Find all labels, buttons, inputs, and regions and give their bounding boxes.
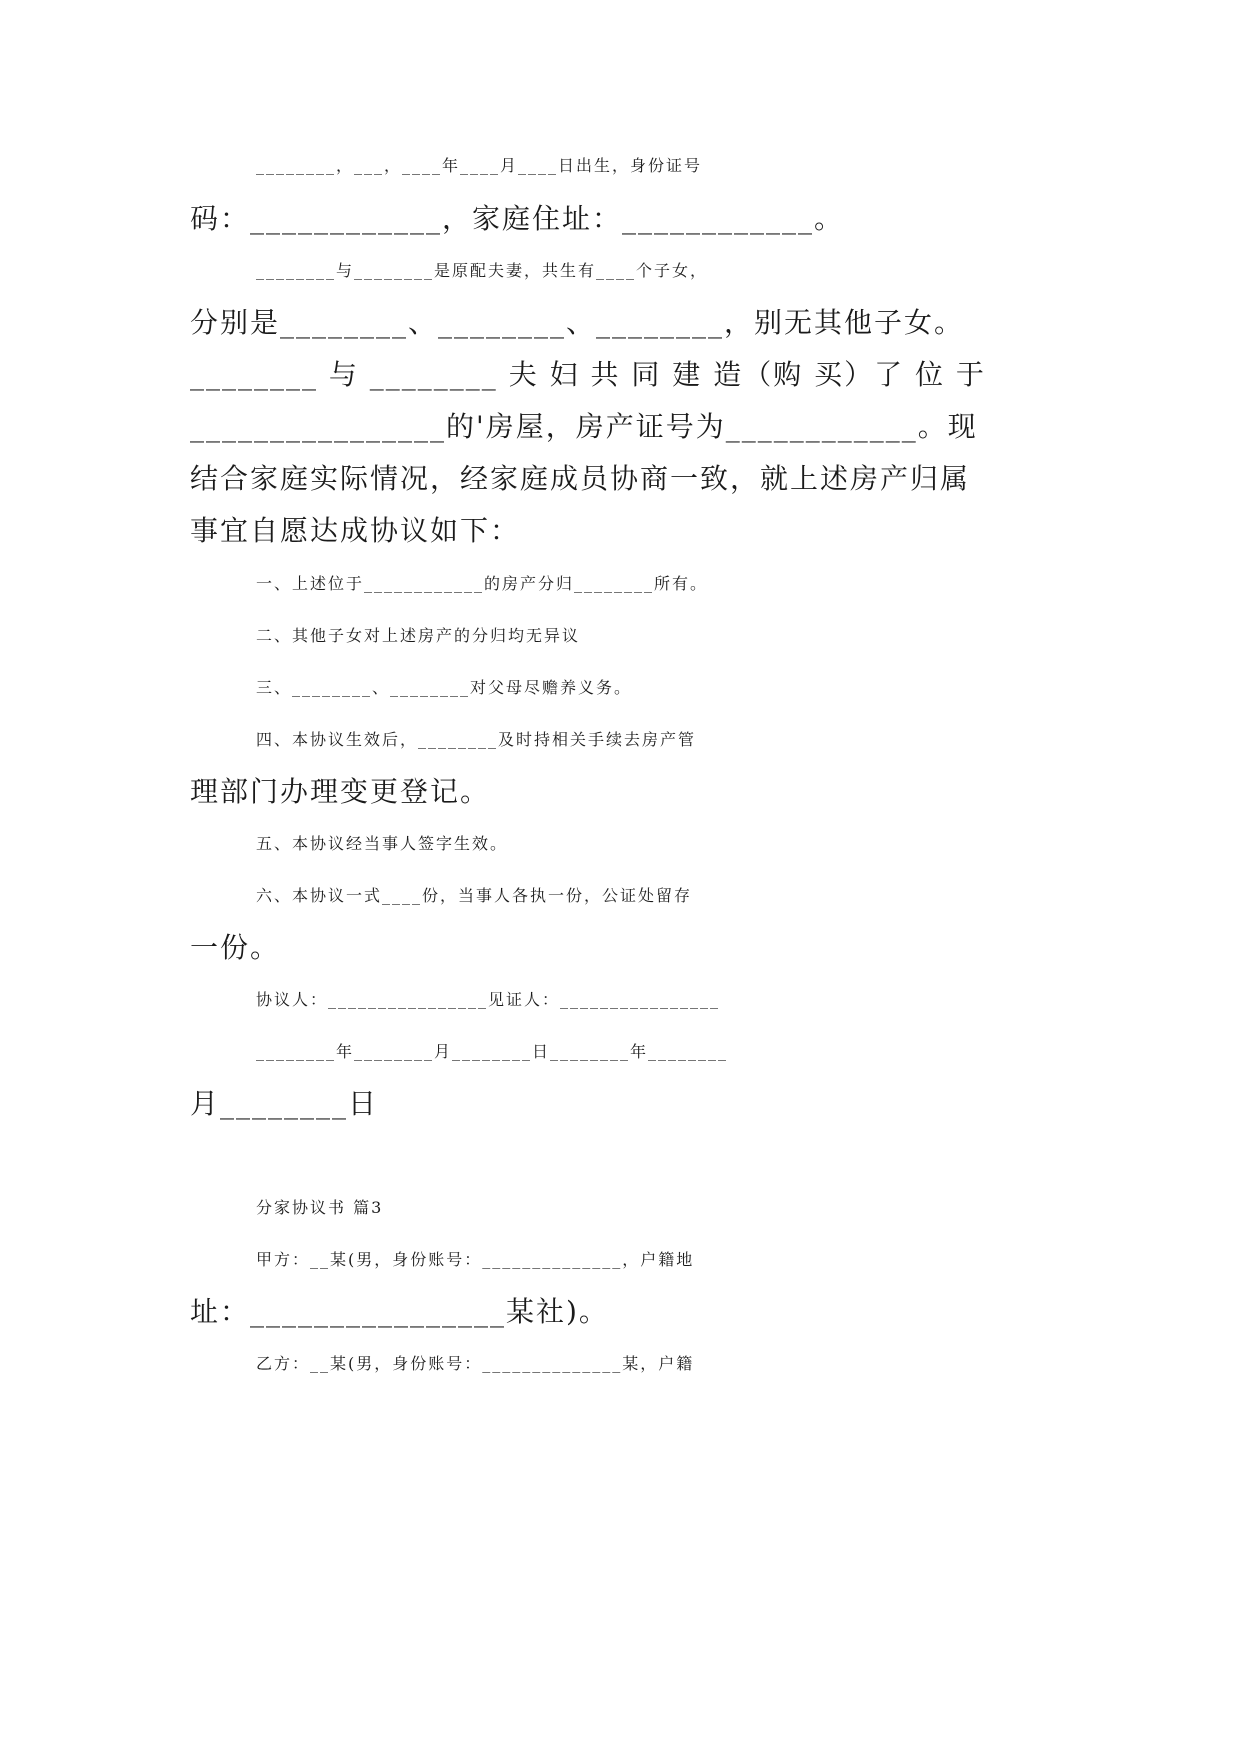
clause-2: 二、其他子女对上述房产的分归均无异议 — [256, 626, 581, 645]
clause-4: 四、本协议生效后，________及时持相关手续去房产管 — [256, 730, 697, 749]
date-line: ________年________月________日________年________ — [256, 1042, 729, 1061]
text-line: 一份。 — [190, 931, 281, 964]
text-line: 结合家庭实际情况，经家庭成员协商一致，就上述房产归属 — [190, 462, 971, 495]
text-line: 码：____________，家庭住址：____________。 — [190, 202, 845, 235]
text-line: 事宜自愿达成协议如下： — [190, 514, 521, 547]
clause-3: 三、________、________对父母尽赡养义务。 — [256, 678, 633, 697]
signature-line: 协议人：________________见证人：________________ — [256, 990, 721, 1009]
text-line: ________，___，____年____月____日出生，身份证号 — [256, 156, 703, 175]
party-a-line: 甲方：__某(男，身份账号：______________，户籍地 — [256, 1250, 695, 1269]
text-line: 址：________________某社)。 — [190, 1295, 609, 1328]
text-line: ________________的'房屋，房产证号为____________。现 — [190, 410, 978, 443]
party-b-line: 乙方：__某(男，身份账号：______________某，户籍 — [256, 1354, 695, 1373]
clause-5: 五、本协议经当事人签字生效。 — [256, 834, 509, 853]
text-line: 分别是________、________、________，别无其他子女。 — [190, 306, 965, 339]
date-line-end: 月________日 — [190, 1087, 379, 1120]
text-line: ________与________是原配夫妻，共生有____个子女， — [256, 261, 709, 280]
text-line: 理部门办理变更登记。 — [190, 775, 491, 808]
clause-6: 六、本协议一式____份，当事人各执一份，公证处留存 — [256, 886, 693, 905]
clause-1: 一、上述位于____________的房产分归________所有。 — [256, 574, 709, 593]
text-line: ________ 与 ________ 夫 妇 共 同 建 造（购 买）了 位 于 — [190, 358, 986, 391]
section-heading: 分家协议书 篇3 — [256, 1198, 384, 1217]
